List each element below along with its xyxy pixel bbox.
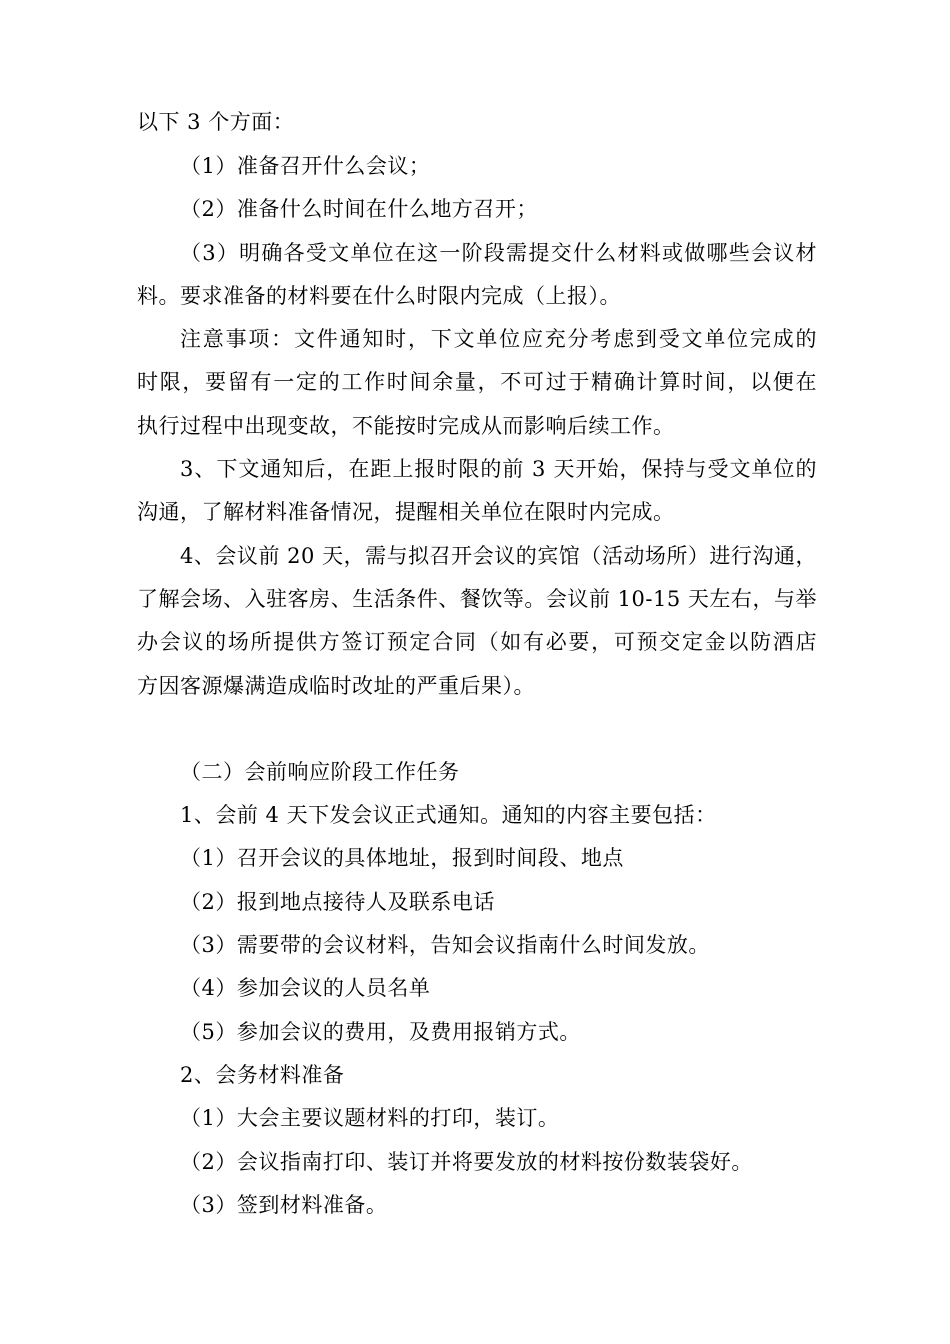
text-line: 执行过程中出现变故，不能按时完成从而影响后续工作。 bbox=[137, 414, 675, 438]
text-line: 方因客源爆满造成临时改址的严重后果）。 bbox=[137, 674, 535, 698]
text-line: （1）大会主要议题材料的打印，装订。 bbox=[180, 1106, 560, 1130]
text-line: （1）召开会议的具体地址，报到时间段、地点 bbox=[180, 846, 624, 870]
text-line: 1、会前 4 天下发会议正式通知。通知的内容主要包括： bbox=[180, 803, 717, 827]
text-line: 注意事项：文件通知时，下文单位应充分考虑到受文单位完成的 bbox=[180, 327, 817, 351]
text-line: （2）准备什么时间在什么地方召开； bbox=[180, 197, 538, 221]
text-line: （4）参加会议的人员名单 bbox=[180, 976, 431, 1000]
text-line: （2）报到地点接待人及联系电话 bbox=[180, 890, 495, 914]
text-line: （3）签到材料准备。 bbox=[180, 1193, 388, 1217]
text-line: 3、下文通知后，在距上报时限的前 3 天开始，保持与受文单位的 bbox=[180, 457, 817, 481]
text-line: （2）会议指南打印、装订并将要发放的材料按份数装袋好。 bbox=[180, 1150, 753, 1174]
text-line: （3）明确各受文单位在这一阶段需提交什么材料或做哪些会议材 bbox=[180, 241, 817, 265]
text-line: 4、会议前 20 天，需与拟召开会议的宾馆（活动场所）进行沟通， bbox=[180, 544, 817, 568]
text-line: 办会议的场所提供方签订预定合同（如有必要，可预交定金以防酒店 bbox=[137, 630, 817, 654]
text-line: （1）准备召开什么会议； bbox=[180, 154, 431, 178]
text-line: 料。要求准备的材料要在什么时限内完成（上报）。 bbox=[137, 284, 621, 308]
text-line: 2、会务材料准备 bbox=[180, 1063, 345, 1087]
text-line: （5）参加会议的费用，及费用报销方式。 bbox=[180, 1020, 581, 1044]
text-line: 时限，要留有一定的工作时间余量，不可过于精确计算时间，以便在 bbox=[137, 370, 817, 394]
text-line: 以下 3 个方面： bbox=[137, 110, 295, 134]
text-line: 了解会场、入驻客房、生活条件、餐饮等。会议前 10-15 天左右，与举 bbox=[137, 587, 817, 611]
text-line: 沟通，了解材料准备情况，提醒相关单位在限时内完成。 bbox=[137, 500, 675, 524]
section-heading: （二）会前响应阶段工作任务 bbox=[180, 760, 460, 784]
text-line: （3）需要带的会议材料，告知会议指南什么时间发放。 bbox=[180, 933, 710, 957]
